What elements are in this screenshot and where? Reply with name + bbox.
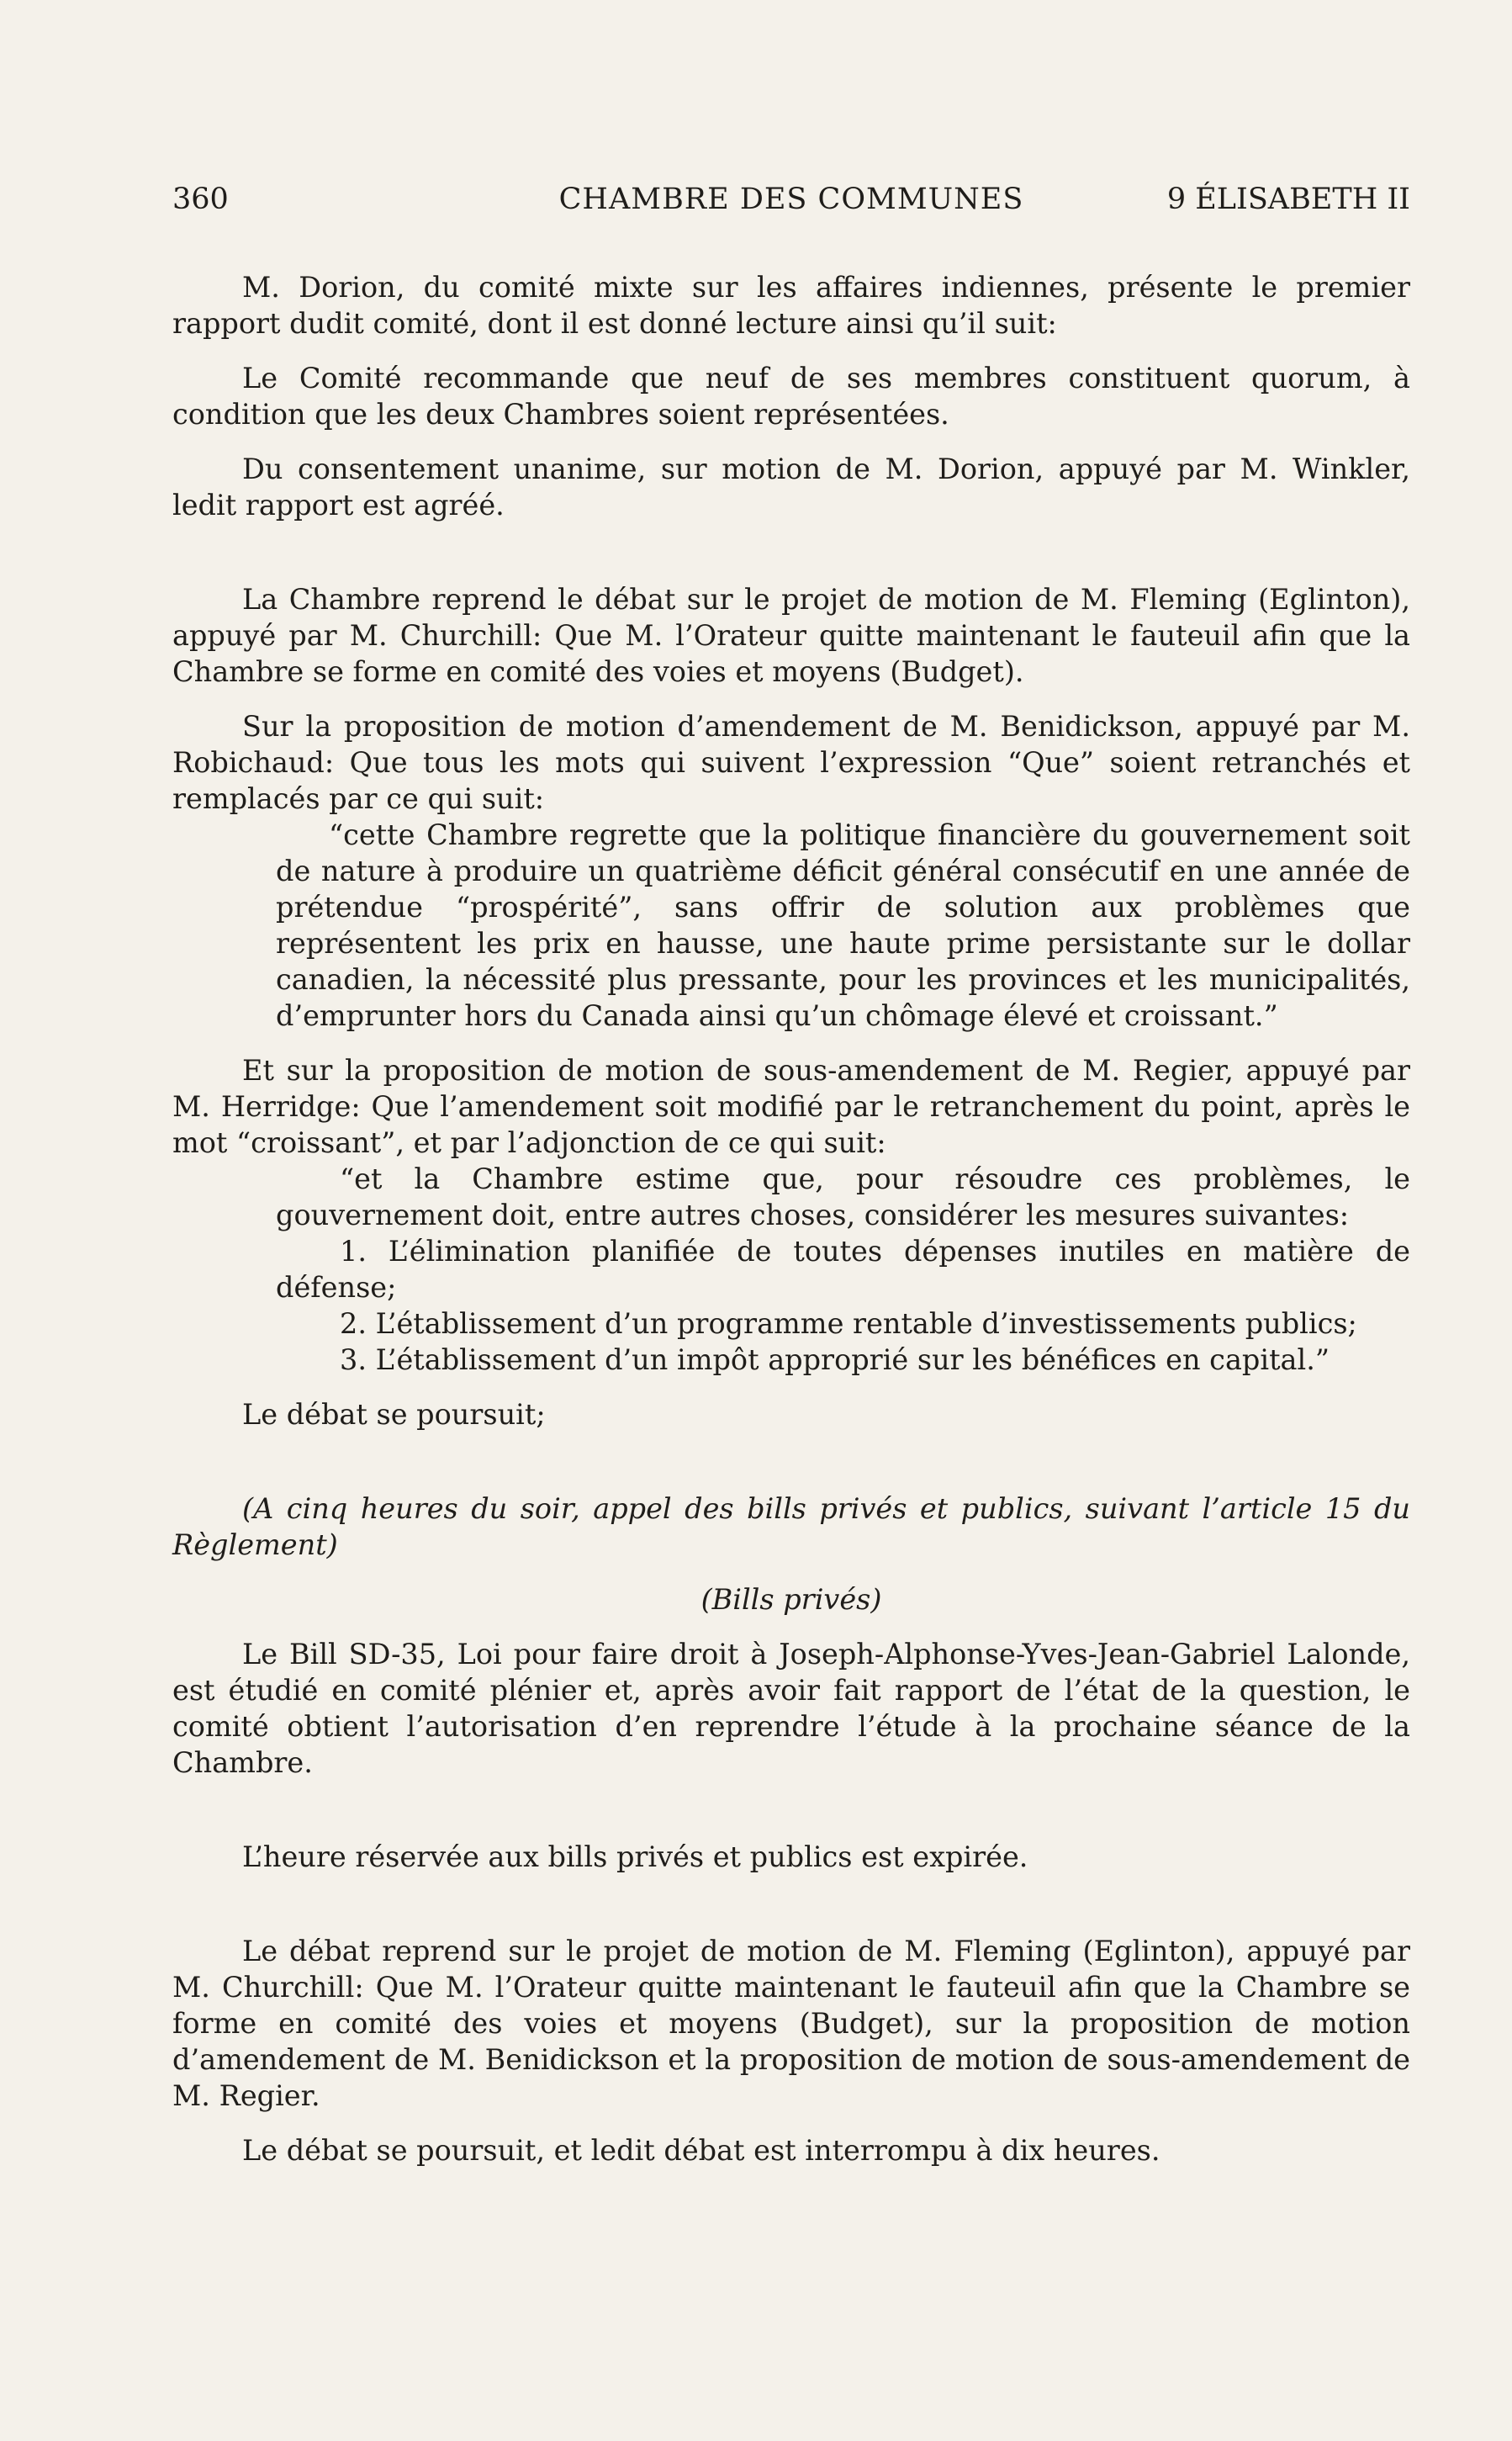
page-body (172, 269, 1410, 2168)
subamendment-quote: “et la Chambre estime que, pour résoudre ces problèmes, le gouvernement doit, entre autres choses, considérer les mesures suivantes: (276, 1162, 1410, 1231)
page-number: 360 (172, 183, 229, 216)
paragraph-amendment: Sur la proposition de motion d’amendement de M. Benidickson, appuyé par M. Robichaud: Que tous les mots qui suivent l’expression “Que” soient retranchés et remplacés par ce qui suit: (172, 710, 1410, 815)
paragraph-committee-report: M. Dorion, du comité mixte sur les affaires indiennes, présente le premier rapport dudit comité, dont il est donné lecture ainsi qu’il suit: (172, 271, 1410, 340)
paragraph-bill: Le Bill SD-35, Loi pour faire droit à Joseph-Alphonse-Yves-Jean-Gabriel Lalonde, est étudié en comité plénier et, après avoir fait rapport de l’état de la question, le comité obtient l’autorisation d’en reprendre l’étude à la prochaine séance de la Chambre. (172, 1638, 1410, 1779)
paragraph-debate-continues: Le débat se poursuit; (242, 1398, 546, 1431)
italic-note: (A cinq heures du soir, appel des bills privés et publics, suivant l’article 15 du Règlement) (172, 1492, 1410, 1561)
paragraph-consent: Du consentement unanime, sur motion de M. Dorion, appuyé par M. Winkler, ledit rapport est agréé. (172, 453, 1410, 522)
list-item: 3. L’établissement d’un impôt approprié sur les bénéfices en capital.” (340, 1343, 1330, 1376)
header-title: CHAMBRE DES COMMUNES (558, 183, 1024, 216)
running-header (172, 178, 1410, 220)
list-item: 1. L’élimination planifiée de toutes dépenses inutiles en matière de défense; (276, 1235, 1410, 1304)
list-item: 2. L’établissement d’un programme rentable d’investissements publics; (340, 1307, 1357, 1340)
paragraph-subamendment: Et sur la proposition de motion de sous-amendement de M. Regier, appuyé par M. Herridge: Que l’amendement soit modifié par le retranchement du point, après le mot “croissant”, et par l’adjonction de ce qui suit: (172, 1054, 1410, 1159)
paragraph-debate-interrupted: Le débat se poursuit, et ledit débat est interrompu à dix heures. (242, 2134, 1160, 2167)
amendment-quote: “cette Chambre regrette que la politique financière du gouvernement soit de nature à produire un quatrième déficit général consécutif en une année de prétendue “prospérité”, sans offrir de solution aux problèmes que représentent les prix en hausse, une haute prime persistante sur le dollar canadien, la nécessité plus pressante, pour les provinces et les municipalités, d’emprunter hors du Canada ainsi qu’un chômage élevé et croissant.” (276, 818, 1410, 1032)
paragraph-debate-resumes: Le débat reprend sur le projet de motion de M. Fleming (Eglinton), appuyé par M. Churchill: Que M. l’Orateur quitte maintenant le fauteuil afin que la Chambre se forme en comité des voies et moyens (Budget), sur la proposition de motion d’amendement de M. Benidickson et la proposition de motion de sous-amendement de M. Regier. (172, 1935, 1410, 2112)
paragraph-debate-resumed: La Chambre reprend le débat sur le projet de motion de M. Fleming (Eglinton), appuyé par M. Churchill: Que M. l’Orateur quitte maintenant le fauteuil afin que la Chambre se forme en comité des voies et moyens (Budget). (172, 583, 1410, 688)
header-reign: 9 ÉLISABETH II (1166, 183, 1410, 216)
section-heading: (Bills privés) (700, 1583, 882, 1616)
paragraph-hour-expired: L’heure réservée aux bills privés et publics est expirée. (242, 1840, 1028, 1873)
paragraph-quorum: Le Comité recommande que neuf de ses membres constituent quorum, à condition que les deux Chambres soient représentées. (172, 362, 1410, 431)
